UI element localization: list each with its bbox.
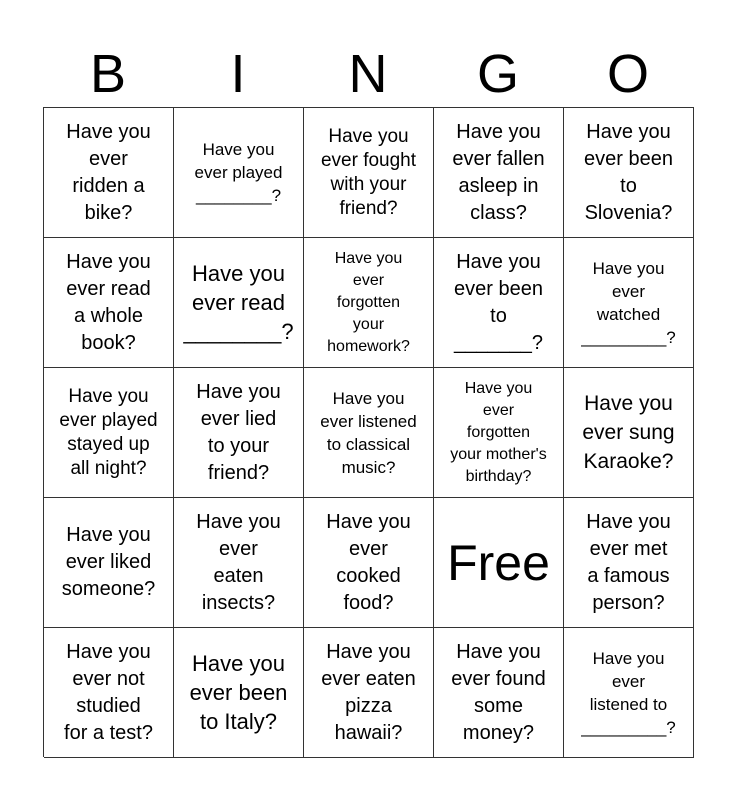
bingo-cell[interactable] bbox=[44, 368, 174, 498]
bingo-cell[interactable] bbox=[304, 498, 434, 628]
bingo-cell[interactable] bbox=[174, 368, 304, 498]
free-space-label: Free bbox=[447, 534, 550, 591]
bingo-cell[interactable] bbox=[564, 498, 694, 628]
cell-text: Have you ever listened to classical music? bbox=[320, 388, 417, 477]
cell-text: Have you ever fallen asleep in class? bbox=[452, 120, 545, 224]
cell-text: Have you ever not studied for a test? bbox=[64, 640, 153, 744]
bingo-cell[interactable] bbox=[434, 628, 564, 758]
cell-text: Have you ever sung Karaoke? bbox=[582, 392, 675, 473]
cell-text: Have you ever read a whole book? bbox=[66, 250, 151, 354]
header-letter-b: B bbox=[89, 44, 127, 104]
bingo-cell[interactable] bbox=[564, 368, 694, 498]
bingo-header bbox=[43, 40, 693, 108]
bingo-cell[interactable] bbox=[434, 108, 564, 238]
bingo-cell[interactable] bbox=[564, 628, 694, 758]
bingo-card bbox=[43, 107, 694, 757]
header-letter-i: I bbox=[230, 44, 246, 104]
bingo-cell[interactable] bbox=[174, 498, 304, 628]
cell-text: Have you ever watched _________? bbox=[581, 258, 676, 347]
cell-text: Have you ever met a famous person? bbox=[586, 510, 671, 614]
cell-text: Have you ever cooked food? bbox=[326, 510, 411, 614]
header-letter-g: G bbox=[476, 44, 519, 104]
cell-text: Have you ever found some money? bbox=[451, 640, 546, 744]
bingo-cell[interactable] bbox=[174, 108, 304, 238]
bingo-cell[interactable] bbox=[44, 498, 174, 628]
cell-text: Have you ever been to Italy? bbox=[189, 651, 288, 734]
header-letter-n: N bbox=[348, 44, 388, 104]
cell-text: Have you ever eaten insects? bbox=[196, 510, 281, 614]
cell-text: Have you ever played stayed up all night? bbox=[59, 385, 158, 479]
bingo-cell[interactable] bbox=[564, 238, 694, 368]
bingo-cell[interactable] bbox=[304, 108, 434, 238]
bingo-cell[interactable] bbox=[174, 238, 304, 368]
bingo-cell[interactable] bbox=[304, 238, 434, 368]
cell-text: Have you ever played ________? bbox=[194, 140, 283, 205]
free-space-cell[interactable] bbox=[434, 498, 564, 628]
bingo-cell[interactable] bbox=[44, 628, 174, 758]
bingo-cell[interactable] bbox=[304, 368, 434, 498]
cell-text: Have you ever listened to _________? bbox=[581, 648, 676, 737]
bingo-cell[interactable] bbox=[44, 238, 174, 368]
cell-text: Have you ever lied to your friend? bbox=[196, 380, 281, 484]
bingo-cell[interactable] bbox=[304, 628, 434, 758]
cell-text: Have you ever forgotten your mother's birthday? bbox=[450, 379, 547, 485]
cell-text: Have you ever been to _______? bbox=[454, 250, 543, 354]
cell-text: Have you ever read ________? bbox=[183, 261, 294, 344]
cell-text: Have you ever forgotten your homework? bbox=[327, 249, 410, 355]
bingo-cell[interactable] bbox=[44, 108, 174, 238]
bingo-cell[interactable] bbox=[434, 368, 564, 498]
cell-text: Have you ever eaten pizza hawaii? bbox=[321, 640, 416, 744]
bingo-cell[interactable] bbox=[174, 628, 304, 758]
cell-text: Have you ever ridden a bike? bbox=[66, 120, 151, 224]
cell-text: Have you ever been to Slovenia? bbox=[584, 120, 673, 224]
cell-text: Have you ever liked someone? bbox=[61, 524, 156, 600]
cell-text: Have you ever fought with your friend? bbox=[320, 125, 417, 219]
header-letter-o: O bbox=[606, 44, 649, 104]
bingo-cell[interactable] bbox=[434, 238, 564, 368]
bingo-cell[interactable] bbox=[564, 108, 694, 238]
